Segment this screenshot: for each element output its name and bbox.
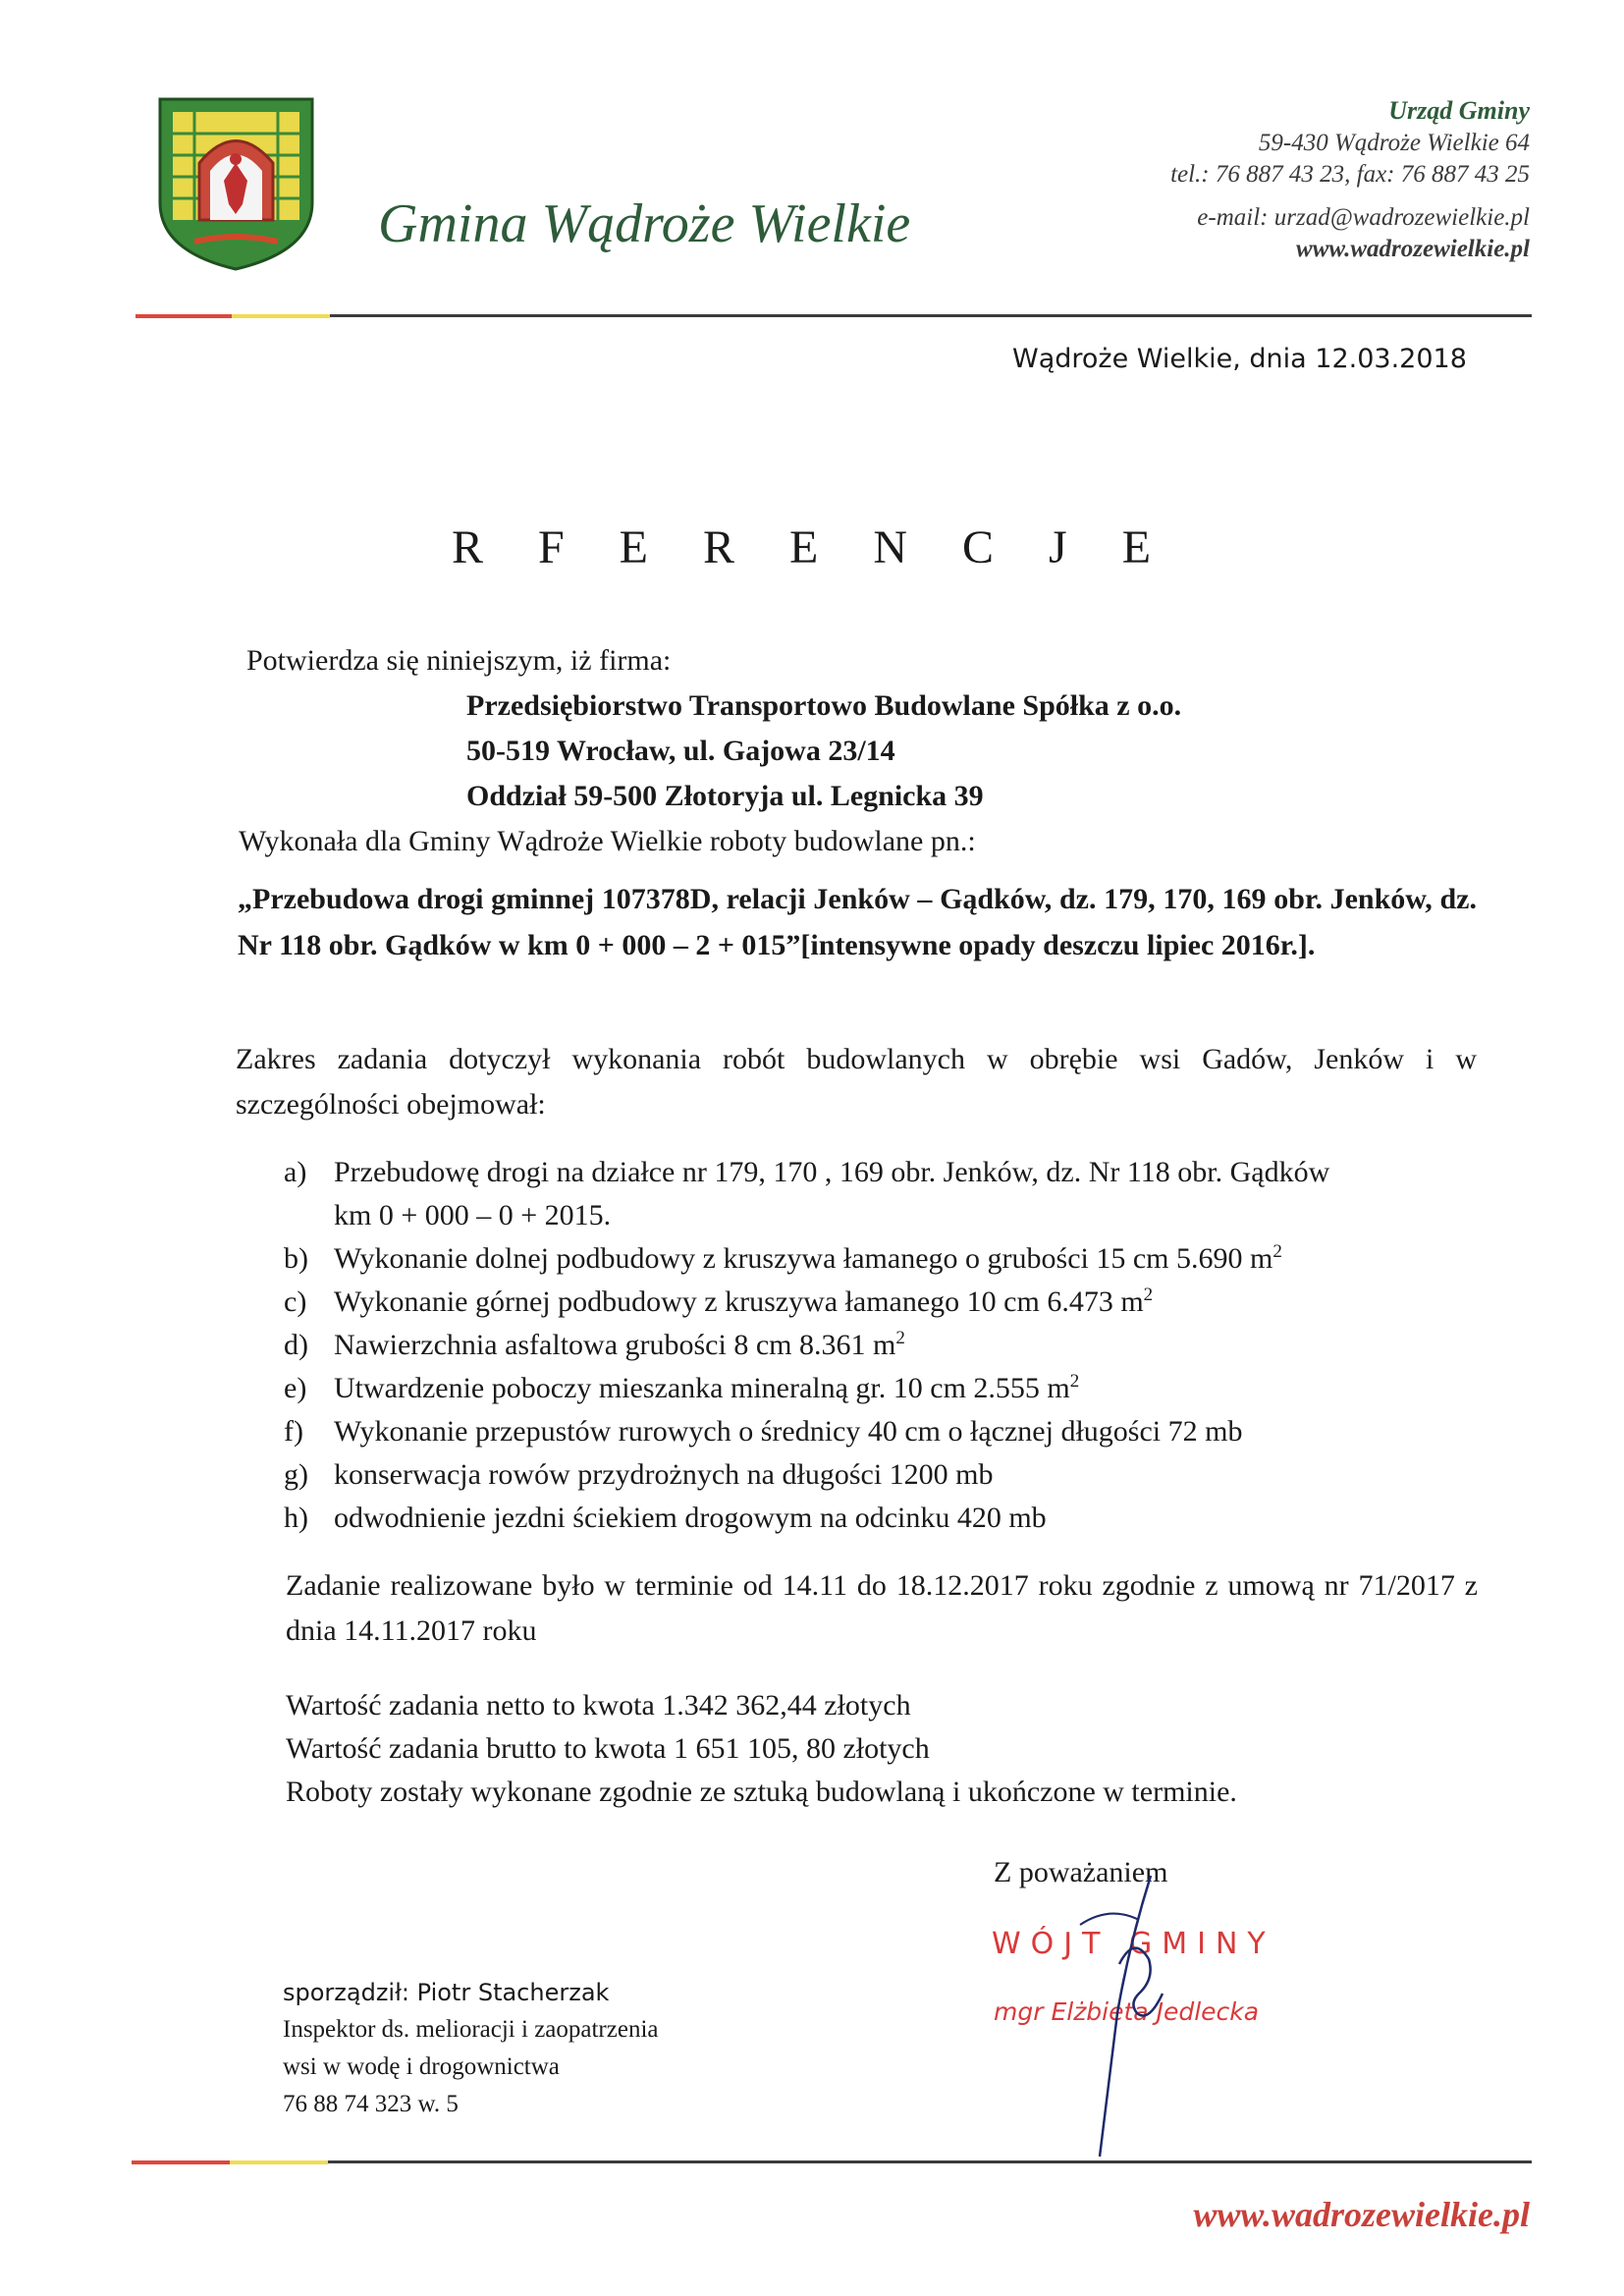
- item-label: b): [284, 1242, 308, 1275]
- completion-text: Roboty zostały wykonane zgodnie ze sztuką budowlaną i ukończone w terminie.: [286, 1776, 1237, 1808]
- prepared-by-block: [283, 1974, 658, 2123]
- closing-regards: Z poważaniem: [994, 1856, 1168, 1888]
- list-item: [284, 1367, 1501, 1410]
- document-title: R F E R E N C J E: [451, 521, 1173, 574]
- handwritten-signature: [1060, 1866, 1208, 2160]
- list-item: [284, 1324, 1501, 1367]
- prepared-phone: 76 88 74 323 w. 5: [283, 2091, 459, 2117]
- scope-items-list: [284, 1151, 1501, 1540]
- item-text: konserwacja rowów przydrożnych na długości 1200 mb: [334, 1458, 994, 1491]
- item-text-continued: km 0 + 000 – 0 + 2015.: [334, 1199, 612, 1231]
- office-email: e-mail: urzad@wadrozewielkie.pl: [1197, 204, 1530, 231]
- scope-text: Zakres zadania dotyczył wykonania robót budowlanych w obrębie wsi Gadów, Jenków i w szczególności obejmował:: [236, 1043, 1477, 1121]
- list-item: [284, 1410, 1501, 1453]
- item-text: Wykonanie dolnej podbudowy z kruszywa łamanego o grubości 15 cm 5.690 m: [334, 1242, 1273, 1275]
- stamp-title: WÓJT GMINY: [992, 1927, 1275, 1961]
- stamp-signatory: mgr Elżbieta Jedlecka: [994, 1997, 1260, 2026]
- item-text: odwodnienie jezdni ściekiem drogowym na odcinku 420 mb: [334, 1502, 1047, 1534]
- list-item: [284, 1151, 1501, 1237]
- intro-text: Potwierdza się niniejszym, iż firma:: [246, 644, 672, 677]
- list-item: [284, 1237, 1501, 1281]
- item-text: Nawierzchnia asfaltowa grubości 8 cm 8.361 m: [334, 1329, 896, 1361]
- item-text: Wykonanie górnej podbudowy z kruszywa łamanego 10 cm 6.473 m: [334, 1285, 1144, 1318]
- project-name: „Przebudowa drogi gminnej 107378D, relacji Jenków – Gądków, dz. 179, 170, 169 obr. Jenków, dz. Nr 118 obr. Gądków w km 0 + 000 – 2 + 015”[intensywne opady deszczu lipiec 2016r.].: [238, 883, 1477, 961]
- office-phone: tel.: 76 887 43 23, fax: 76 887 43 25: [1170, 161, 1530, 188]
- office-website: www.wadrozewielkie.pl: [1296, 236, 1530, 262]
- prepared-by: sporządził: Piotr Stacherzak: [283, 1979, 610, 2006]
- prepared-role: Inspektor ds. melioracji i zaopatrzenia: [283, 2016, 659, 2043]
- list-item: [284, 1281, 1501, 1324]
- item-unit-exponent: 2: [1272, 1241, 1282, 1262]
- item-label: a): [284, 1156, 307, 1188]
- document-date: Wądroże Wielkie, dnia 12.03.2018: [1012, 344, 1467, 374]
- firm-name: Przedsiębiorstwo Transportowo Budowlane Spółka z o.o.: [466, 689, 1182, 722]
- item-label: c): [284, 1285, 307, 1318]
- list-item: [284, 1453, 1501, 1497]
- office-address: 59-430 Wądroże Wielkie 64: [1258, 130, 1530, 156]
- prepared-role-continued: wsi w wodę i drogownictwa: [283, 2053, 560, 2080]
- list-item: [284, 1497, 1501, 1540]
- header-divider: [135, 314, 1532, 318]
- item-label: f): [284, 1415, 303, 1448]
- municipal-coat-of-arms: [155, 94, 317, 271]
- performed-text: Wykonała dla Gminy Wądroże Wielkie roboty budowlane pn.:: [239, 825, 976, 857]
- organization-name: Gmina Wądroże Wielkie: [378, 193, 911, 254]
- firm-branch: Oddział 59-500 Złotoryja ul. Legnicka 39: [466, 780, 984, 812]
- item-label: e): [284, 1372, 307, 1404]
- item-unit-exponent: 2: [1143, 1285, 1154, 1305]
- item-label: d): [284, 1329, 308, 1361]
- item-text: Utwardzenie poboczy mieszanka mineralną gr. 10 cm 2.555 m: [334, 1372, 1070, 1404]
- item-unit-exponent: 2: [1069, 1371, 1080, 1392]
- item-unit-exponent: 2: [895, 1328, 905, 1348]
- value-net: Wartość zadania netto to kwota 1.342 362,44 złotych: [286, 1689, 911, 1722]
- deadline-text: Zadanie realizowane było w terminie od 14.11 do 18.12.2017 roku zgodnie z umową nr 71/2017 z dnia 14.11.2017 roku: [286, 1569, 1478, 1647]
- item-text: Wykonanie przepustów rurowych o średnicy 40 cm o łącznej długości 72 mb: [334, 1415, 1243, 1448]
- footer-divider: [135, 2160, 1532, 2164]
- item-text: Przebudowę drogi na działce nr 179, 170 , 169 obr. Jenków, dz. Nr 118 obr. Gądków: [334, 1156, 1330, 1188]
- value-gross: Wartość zadania brutto to kwota 1 651 105, 80 złotych: [286, 1732, 930, 1765]
- item-label: h): [284, 1502, 308, 1534]
- item-label: g): [284, 1458, 308, 1491]
- office-name: Urząd Gminy: [1388, 96, 1530, 125]
- firm-address: 50-519 Wrocław, ul. Gajowa 23/14: [466, 735, 895, 767]
- footer-website: www.wadrozewielkie.pl: [1193, 2195, 1530, 2234]
